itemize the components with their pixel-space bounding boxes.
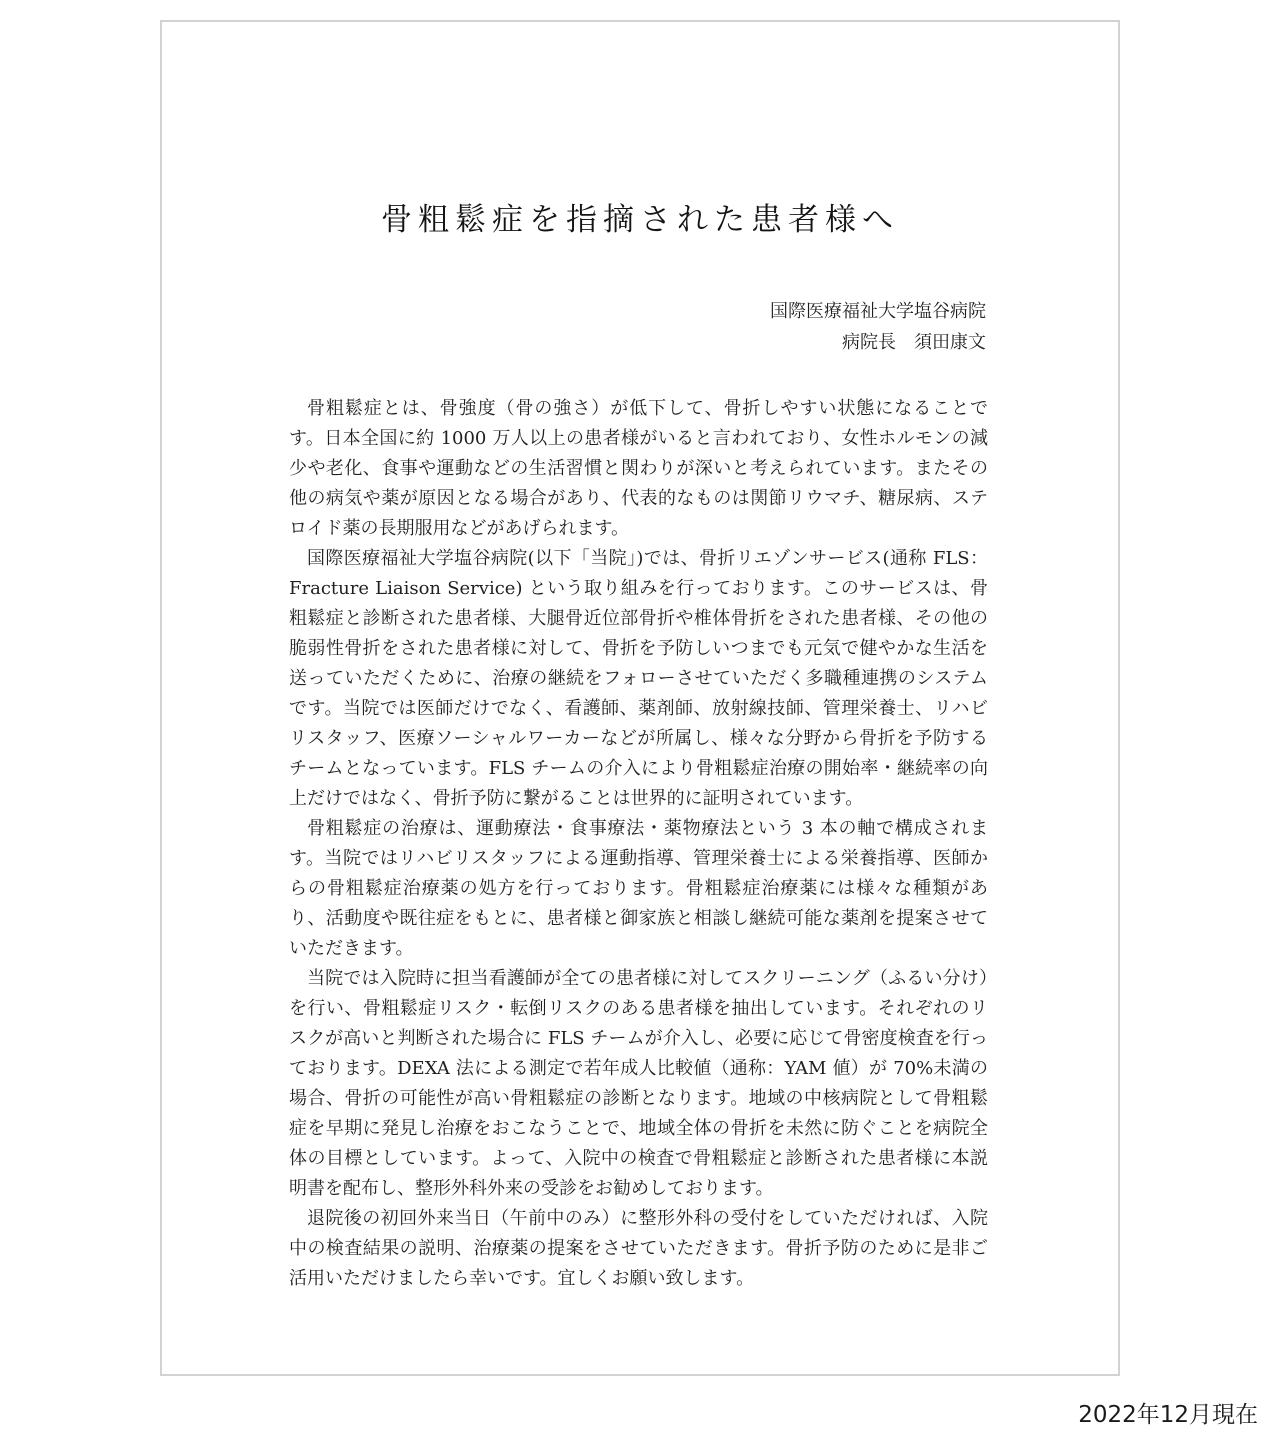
document-page <box>160 20 1120 1376</box>
document-body <box>162 394 1118 1294</box>
paragraph-osteoporosis-definition: 骨粗鬆症とは、骨強度（骨の強さ）が低下して、骨折しやすい状態になることです。日本全国に約 1000 万人以上の患者様がいると言われており、女性ホルモンの減少や老化、食事や運動などの生活習慣と関わりが深いと考えられています。またその他の病気や薬が原因となる場合があり、代表的なものは関節リウマチ、糖尿病、ステロイド薬の長期服用などがあげられます。 <box>289 398 988 539</box>
paragraph-fls-service: 国際医療福祉大学塩谷病院(以下「当院」)では、骨折リエゾンサービス(通称 FLS：Fracture Liaison Service) という取り組みを行っております。このサービスは、骨粗鬆症と診断された患者様、大腿骨近位部骨折や椎体骨折をされた患者様、その他の脆弱性骨折をされた患者様に対して、骨折を予防しいつまでも元気で健やかな生活を送っていただくために、治療の継続をフォローさせていただく多職種連携のシステムです。当院では医師だけでなく、看護師、薬剤師、放射線技師、管理栄養士、リハビリスタッフ、医療ソーシャルワーカーなどが所属し、様々な分野から骨折を予防するチームとなっています。FLS チームの介入により骨粗鬆症治療の開始率・継続率の向上だけではなく、骨折予防に繋がることは世界的に証明されています。 <box>289 548 988 809</box>
signature-director-name: 病院長 須田康文 <box>842 332 986 353</box>
signature-block <box>162 296 1118 358</box>
paragraph-screening: 当院では入院時に担当看護師が全ての患者様に対してスクリーニング（ふるい分け）を行い、骨粗鬆症リスク・転倒リスクのある患者様を抽出しています。それぞれのリスクが高いと判断された場合に FLS チームが介入し、必要に応じて骨密度検査を行っております。DEXA 法による測定で若年成人比較値（通称：YAM 値）が 70%未満の場合、骨折の可能性が高い骨粗鬆症の診断となります。地域の中核病院として骨粗鬆症を早期に発見し治療をおこなうことで、地域全体の骨折を未然に防ぐことを病院全体の目標としています。よって、入院中の検査で骨粗鬆症と診断された患者様に本説明書を配布し、整形外科外来の受診をお勧めしております。 <box>289 968 988 1199</box>
paragraph-followup: 退院後の初回外来当日（午前中のみ）に整形外科の受付をしていただければ、入院中の検査結果の説明、治療薬の提案をさせていただきます。骨折予防のために是非ご活用いただけましたら幸いです。宜しくお願い致します。 <box>289 1208 988 1289</box>
signature-hospital-name: 国際医療福祉大学塩谷病院 <box>770 301 986 322</box>
paragraph-treatment: 骨粗鬆症の治療は、運動療法・食事療法・薬物療法という 3 本の軸で構成されます。当院ではリハビリスタッフによる運動指導、管理栄養士による栄養指導、医師からの骨粗鬆症治療薬の処方を行っております。骨粗鬆症治療薬には様々な種類があり、活動度や既往症をもとに、患者様と御家族と相談し継続可能な薬剤を提案させていただきます。 <box>289 818 988 959</box>
document-title: 骨粗鬆症を指摘された患者様へ <box>381 202 899 238</box>
footer-date-stamp: 2022年12月現在 <box>1078 1402 1258 1428</box>
